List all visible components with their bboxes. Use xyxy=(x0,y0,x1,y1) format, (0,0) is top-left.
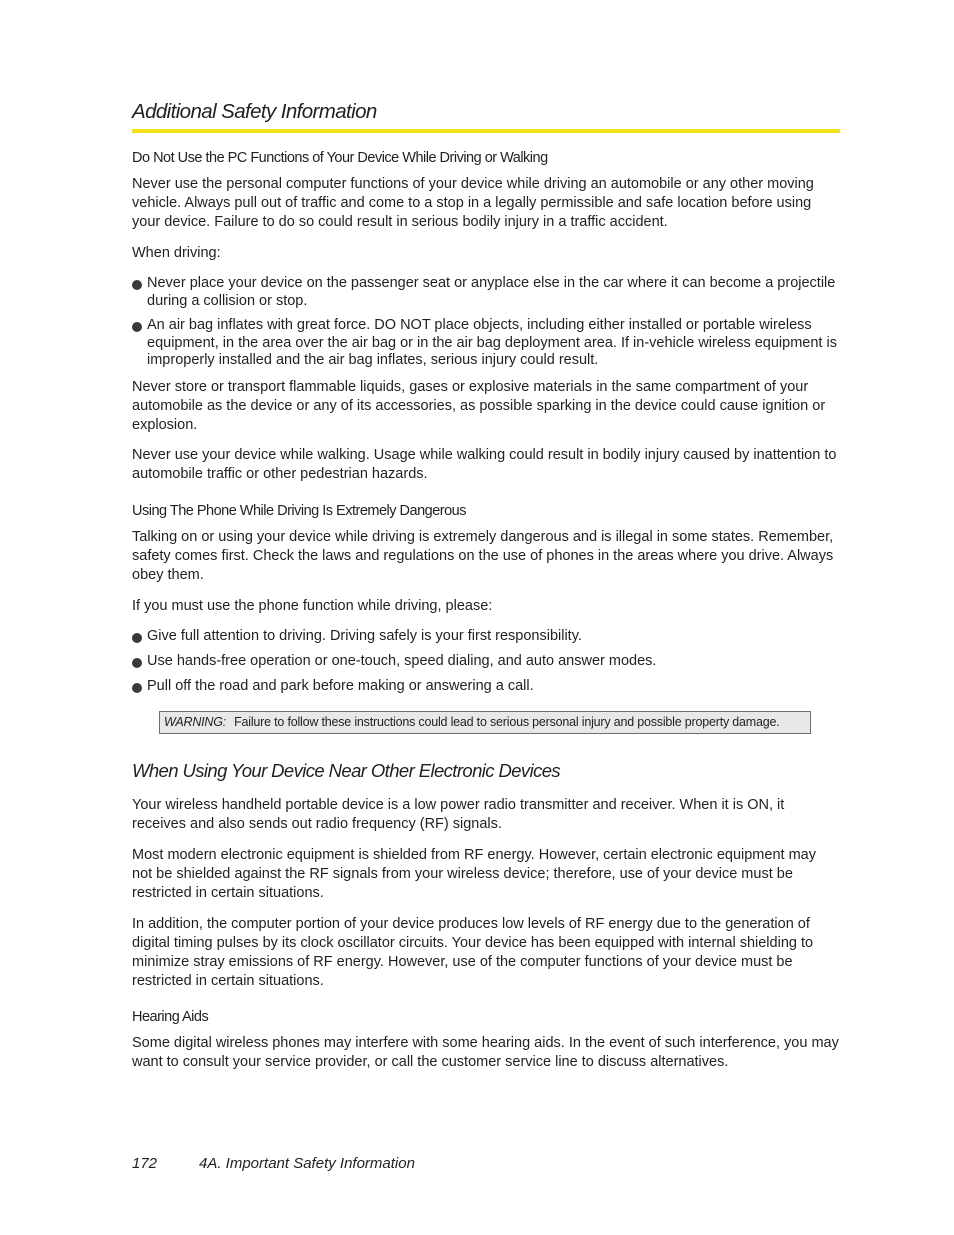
section-driving-para-1: Talking on or using your device while driving is extremely dangerous and is illegal in some states. Remember, safety comes first. Check the laws and regulations on the use of phones in the areas where you drive. Always obey them. xyxy=(132,529,834,583)
bullet-icon xyxy=(132,322,142,332)
section-driving-para-2: If you must use the phone function while driving, please: xyxy=(132,598,493,614)
section-electronic-devices-para-1: Your wireless handheld portable device is a low power radio transmitter and receiver. When it is ON, it receives and also sends out radio frequency (RF) signals. xyxy=(132,797,785,832)
section-pc-functions-para-2: When driving: xyxy=(132,245,221,261)
section-pc-functions-para-3: Never store or transport flammable liquids, gases or explosive materials in the same compartment of your automobile as the device or any of its accessories, as possible sparking in the device could cause ignition or explosion. xyxy=(132,379,826,433)
bullet-icon xyxy=(132,633,142,643)
footer-section-title: 4A. Important Safety Information xyxy=(199,1155,415,1172)
bullet-icon xyxy=(132,658,142,668)
section-hearing-aids-title: Hearing Aids xyxy=(132,1009,209,1025)
bullet-icon xyxy=(132,280,142,290)
list-item-text: Use hands-free operation or one-touch, speed dialing, and auto answer modes. xyxy=(147,653,657,669)
warning-box xyxy=(159,711,811,734)
section-pc-functions-para-1: Never use the personal computer functions of your device while driving an automobile or any other moving vehicle. Always pull out of traffic and come to a stop in a legally permissible and safe location before using your device. Failure to do so could result in serious bodily injury in a traffic accident. xyxy=(132,176,814,230)
list-item xyxy=(132,628,839,646)
page-number: 172 xyxy=(132,1155,158,1172)
list-item-text: An air bag inflates with great force. DO NOT place objects, including either installed or portable wireless equipment, in the area over the air bag or in the air bag deployment area. If in-vehicle wireless equipment is improperly installed and the air bag inflates, serious injury could result. xyxy=(147,317,837,368)
list-item xyxy=(132,678,839,696)
title-rule xyxy=(132,129,840,133)
list-item-text: Pull off the road and park before making or answering a call. xyxy=(147,678,534,694)
bullet-icon xyxy=(132,683,142,693)
section-hearing-aids-para-1: Some digital wireless phones may interfere with some hearing aids. In the event of such interference, you may want to consult your service provider, or call the customer service line to discuss alternatives. xyxy=(132,1035,839,1070)
list-item xyxy=(132,653,839,671)
section-driving-title: Using The Phone While Driving Is Extremely Dangerous xyxy=(132,503,466,519)
list-item xyxy=(132,275,839,310)
page-title: Additional Safety Information xyxy=(132,100,377,123)
section-electronic-devices-para-3: In addition, the computer portion of your device produces low levels of RF energy due to the generation of digital timing pulses by its clock oscillator circuits. Your device has been equipped with internal shielding to minimize stray emissions of RF energy. However, use of the computer functions of your device must be restricted in certain situations. xyxy=(132,916,814,989)
warning-label: WARNING: xyxy=(164,715,227,729)
section-pc-functions-para-4: Never use your device while walking. Usage while walking could result in bodily injury caused by inattention to automobile traffic or other pedestrian hazards. xyxy=(132,447,837,482)
section-pc-functions-title: Do Not Use the PC Functions of Your Device While Driving or Walking xyxy=(132,150,548,166)
list-item xyxy=(132,317,839,370)
list-item-text: Never place your device on the passenger seat or anyplace else in the car where it can become a projectile during a collision or stop. xyxy=(147,275,836,309)
list-item-text: Give full attention to driving. Driving safely is your first responsibility. xyxy=(147,628,582,644)
section-electronic-devices-para-2: Most modern electronic equipment is shielded from RF energy. However, certain electronic equipment may not be shielded against the RF signals from your wireless device; therefore, use of your device must be restricted in certain situations. xyxy=(132,847,816,901)
warning-text: Failure to follow these instructions could lead to serious personal injury and possible property damage. xyxy=(234,715,780,729)
section-electronic-devices-title: When Using Your Device Near Other Electronic Devices xyxy=(132,760,561,781)
